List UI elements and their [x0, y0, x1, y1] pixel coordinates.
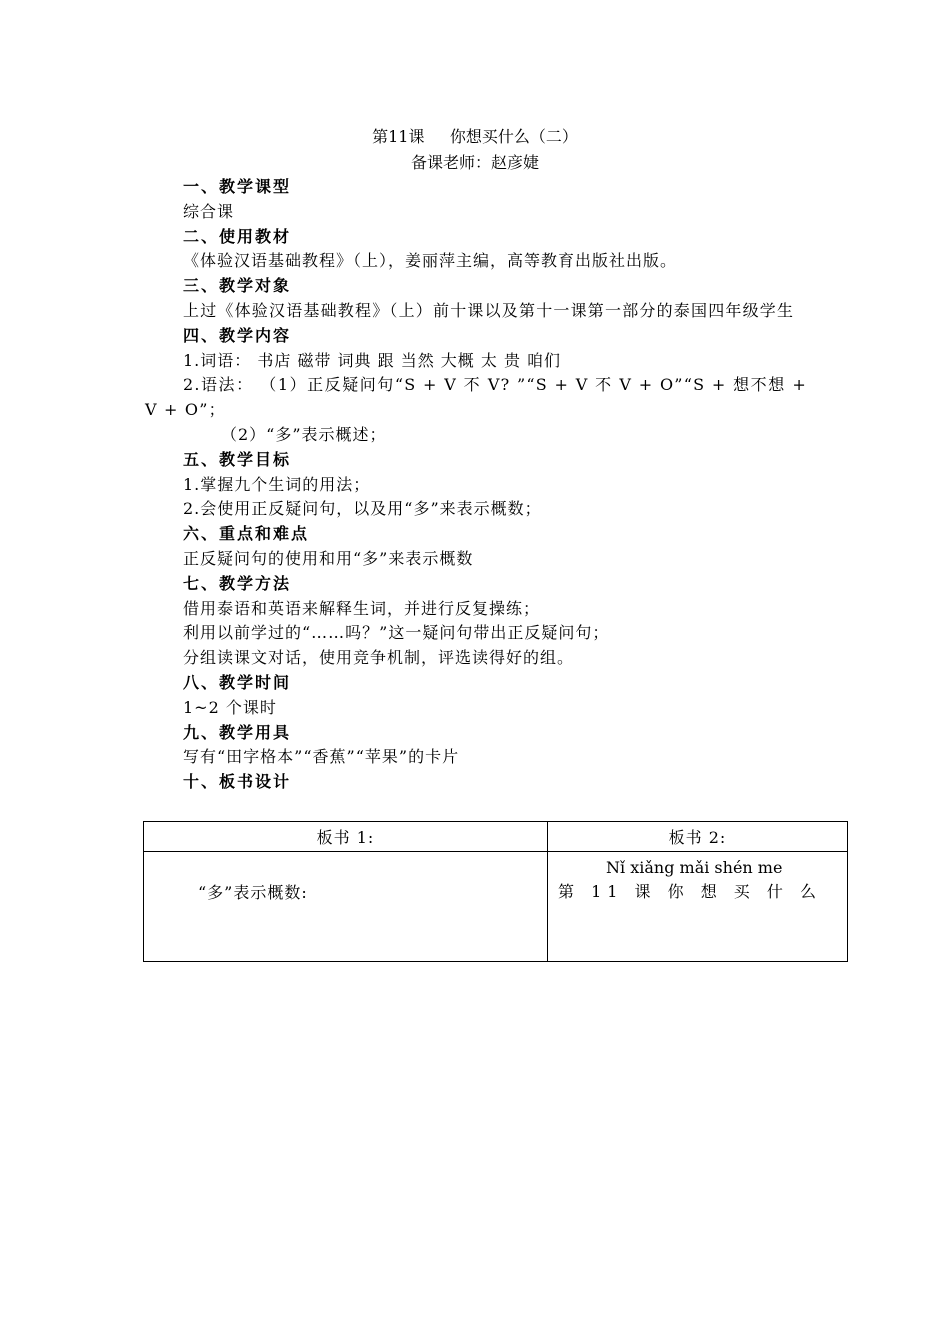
board-design-table: [143, 821, 848, 962]
section-text-focus: 正反疑问句的使用和用“多”来表示概数: [183, 548, 474, 568]
section-heading-methods: 七、教学方法: [183, 573, 292, 593]
section-text-goal-1: 1.掌握九个生词的用法；: [183, 474, 371, 494]
section-heading-textbook: 二、使用教材: [183, 226, 292, 246]
section-text-time: 1~2 个课时: [183, 697, 277, 717]
section-text-method-1: 借用泰语和英语来解释生词，并进行反复操练；: [183, 598, 541, 618]
board-2-header: 板书 2:: [548, 822, 848, 852]
teacher-line: 备课老师：赵彦婕: [410, 153, 539, 172]
section-heading-audience: 三、教学对象: [183, 276, 292, 296]
section-text-method-3: 分组读课文对话，使用竞争机制，评选读得好的组。: [183, 648, 575, 668]
section-heading-goals: 五、教学目标: [183, 449, 292, 469]
board-2-content: [548, 852, 848, 962]
section-text-tools: 写有“田字格本”“香蕉”“苹果”的卡片: [183, 747, 460, 767]
section-text-textbook: 《体验汉语基础教程》（上），姜丽萍主编，高等教育出版社出版。: [183, 251, 678, 271]
section-text-vocab: 1.词语： 书店 磁带 词典 跟 当然 大概 太 贵 咱们: [183, 350, 562, 370]
section-text-audience: 上过《体验汉语基础教程》（上）前十课以及第十一课第一部分的泰国四年级学生: [183, 300, 795, 320]
section-heading-tools: 九、教学用具: [183, 722, 292, 742]
board-1-content: “多”表示概数:: [144, 852, 548, 962]
section-heading-focus: 六、重点和难点: [183, 524, 310, 544]
section-text-grammar-2: （2）“多”表示概述；: [221, 424, 387, 444]
section-text-grammar: 2.语法： （1）正反疑问句“S + V 不 V? ”“S + V 不 V + O”“S + 想不想 + V + O”；: [145, 375, 807, 420]
section-heading-board: 十、板书设计: [183, 772, 292, 792]
lesson-title: 第11课 你想买什么（二）: [372, 127, 578, 146]
board-1-header: 板书 1:: [144, 822, 548, 852]
section-text-goal-2: 2.会使用正反疑问句，以及用“多”来表示概数；: [183, 499, 542, 519]
lesson-plan-body: [145, 175, 807, 795]
section-heading-time: 八、教学时间: [183, 672, 292, 692]
section-text-method-2: 利用以前学过的“……吗？”这一疑问句带出正反疑问句；: [183, 623, 610, 643]
board-2-lesson-title: 第 11 课 你 想 买 什 么: [558, 882, 822, 901]
section-heading-content: 四、教学内容: [183, 325, 292, 345]
section-heading-type: 一、教学课型: [183, 177, 292, 196]
board-2-pinyin: Nǐ xiǎng mǎi shén me: [606, 858, 783, 877]
section-text-type: 综合课: [183, 201, 235, 221]
